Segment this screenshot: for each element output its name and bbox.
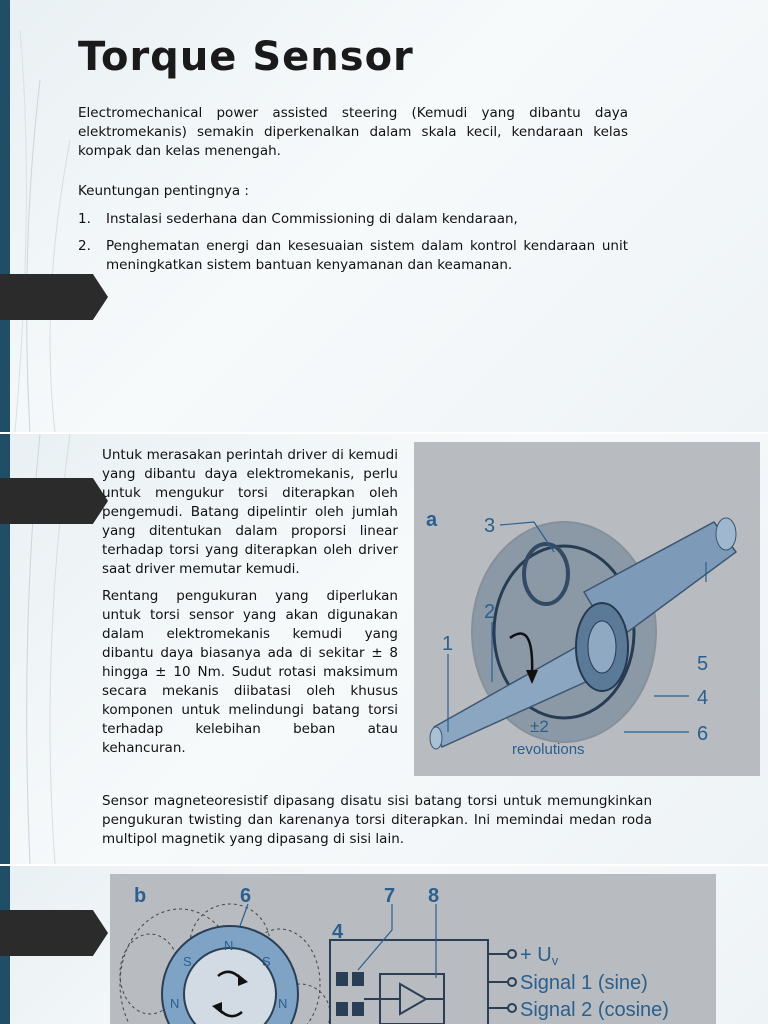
revolutions-unit: revolutions [512,741,585,758]
list-number: 2. [78,238,91,254]
sensor-paragraph: Sensor magneteoresistif dipasang disatu sisi batang torsi untuk memungkinkan pengukuran twisting dan karenanya torsi diterapkan. Ini memindai medan roda multipol magnetik yang dipasang di sisi lain. [102,793,652,847]
figure-label: 4 [697,687,709,709]
paragraph: Rentang pengukuran yang diperlukan untuk torsi sensor yang akan digunakan dalam elektromekanis kemudi yang dibantu daya biasanya ada di sekitar ± 8 hingga ± 10 Nm. Sudut rotasi maksimum secara mekanis diibatasi oleh khusus komponen untuk melindungi batang torsi terhadap kelebihan beban atau kehancuran. [102,588,398,756]
slide-marker-arrow [0,910,108,956]
pole-label: N [278,996,288,1011]
figure-letter: a [426,509,438,531]
figure-label: 7 [384,885,396,907]
figure-label: 6 [240,885,252,907]
figure-label: 5 [697,653,709,675]
text-column [102,446,398,766]
paragraph: Untuk merasakan perintah driver di kemudi yang dibantu daya elektromekanis, perlu untuk mengukur torsi diterapkan oleh pengemudi. Batang dipelintir oleh jumlah yang ditentukan dalam proporsi linear terhadap torsi yang diterapkan oleh driver saat driver memutar kemudi. [102,447,398,577]
list-text: Instalasi sederhana dan Commissioning di dalam kendaraan, [106,211,518,227]
figure-label: 3 [484,515,496,537]
supply-text: + U [520,944,552,966]
figure-letter: b [134,885,147,907]
slide-3 [0,866,768,1024]
pole-label: S [183,954,192,969]
pole-label: N [170,996,180,1011]
left-accent-bar [0,0,10,432]
list-item [78,210,628,229]
figure-label: 8 [428,885,440,907]
list-text: Penghematan energi dan kesesuaian sistem dalam kontrol kendaraan unit meningkatkan sistem bantuan kenyamanan dan keamanan. [106,238,628,273]
list-number: 1. [78,211,91,227]
advantages-list [78,210,628,283]
slide-1 [0,0,768,432]
page-title: Torque Sensor [78,34,414,80]
supply-label [520,944,559,968]
advantages-heading: Keuntungan pentingnya : [78,183,249,199]
figure-label: 1 [442,633,454,655]
pole-label: N [224,938,234,953]
signal-2-label: Signal 2 (cosine) [520,999,669,1021]
slide-marker-arrow [0,478,108,524]
intro-paragraph: Electromechanical power assisted steering (Kemudi yang dibantu daya elektromekanis) semakin diperkenalkan dalam skala kecil, kendaraan kelas kompak dan kelas menengah. [78,105,628,159]
pole-label: S [262,954,271,969]
supply-subscript: v [551,953,559,968]
slide-2 [0,434,768,864]
list-item [78,237,628,275]
revolutions-value: ±2 [530,717,549,736]
sensor-circuit-figure [110,874,716,1024]
figure-label: 4 [332,921,344,943]
signal-1-label: Signal 1 (sine) [520,972,648,994]
figure-label: 6 [697,723,709,745]
figure-label: 2 [484,601,496,623]
torque-sensor-figure [414,442,760,776]
